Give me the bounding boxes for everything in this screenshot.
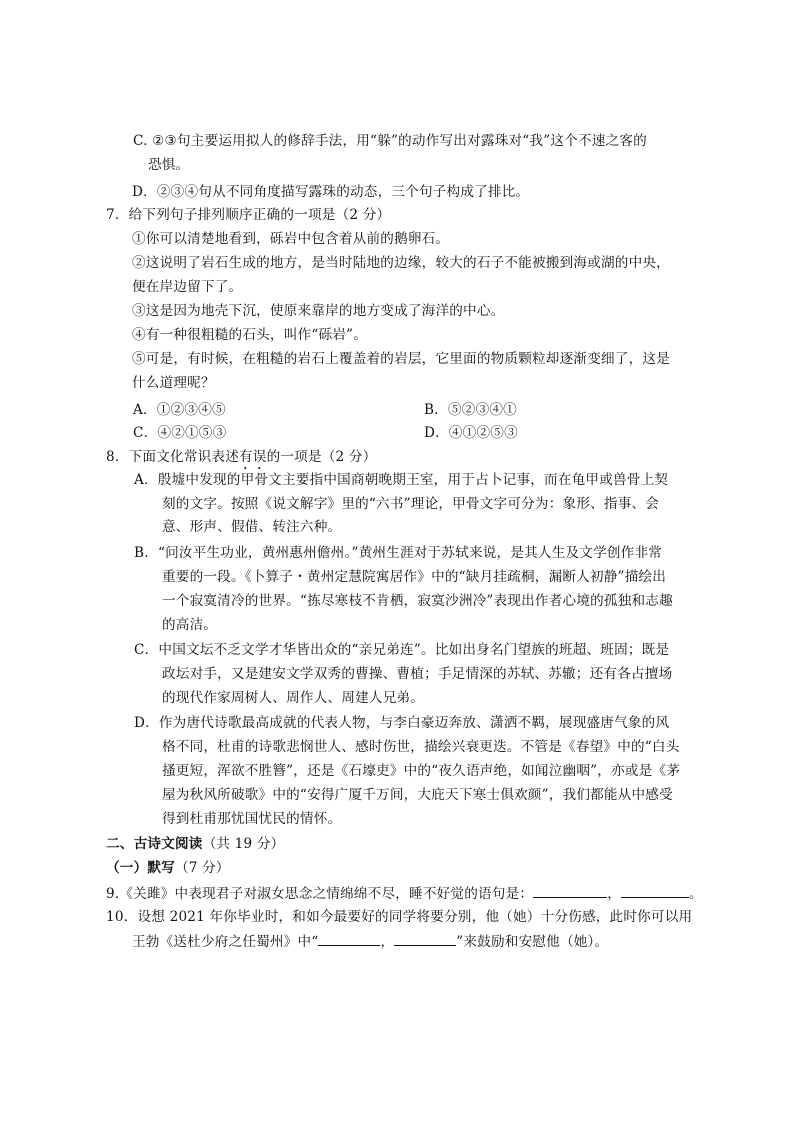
q8-stem-pre: 8．下面文化常识表述 [106,449,239,465]
q8-option-b: B．“问汝平生功业，黄州惠州儋州。”黄州生涯对于苏轼来说，是其人生及文学创作非常 [134,545,663,561]
q10-answer-blank-2[interactable] [394,931,456,946]
section-heading [106,834,284,854]
q7-sentence-2-cont: 便在岸边留下了。 [132,279,243,295]
q8-stem-post: 的一项是（2 分） [266,449,377,465]
q8-option-c-cont1: 政坛对手，又是建安文学双秀的曹操、曹植；手足情深的苏轼、苏辙；还有各占擅场 [162,666,673,682]
q7-option-a: A．①②③④⑤ [133,402,226,418]
subsection-score: （7 分） [174,860,230,876]
q8-option-b-cont2: 一个寂寞清冷的世界。“拣尽寒枝不肯栖，寂寞沙洲冷”表现出作者心境的孤独和志趣 [162,593,673,609]
q7-option-b: B．⑤②③④① [424,402,517,418]
q8-option-b-cont3: 的高洁。 [162,617,218,633]
q8-stem-emphasis: 有误 [239,449,267,465]
q10-prefix: 王勃《送杜少府之任蜀州》中“ [132,934,319,950]
subsection-title: （一）默写 [106,860,175,876]
subsection-heading [106,858,230,878]
q8-option-c: C．中国文坛不乏文学才华皆出众的“亲兄弟连”。比如出身名门望族的班超、班固；既是 [134,642,670,658]
q7-sentence-1: ①你可以清楚地看到，砾岩中包含着从前的鹅卵石。 [132,231,450,247]
q7-option-c: C．④②①⑤③ [133,425,227,441]
q8-option-b-cont1: 重要的一段。《卜算子・黄州定慧院寓居作》中的“缺月挂疏桐，漏断人初静”描绘出 [162,569,667,585]
section-title: 二、古诗文阅读 [106,836,203,852]
q9 [106,883,703,904]
q10-stem-cont [132,931,608,952]
q8-option-d-cont4: 得到杜甫那忧国忧民的情怀。 [162,811,342,827]
q7-sentence-2: ②这说明了岩石生成的地方，是当时陆地的边缘，较大的石子不能被搬到海或湖的中央， [132,255,670,271]
q9-stem: 9.《关雎》中表现君子对淑女思念之情绵绵不尽，睡不好觉的语句是： [106,886,534,902]
q9-comma: ， [607,886,621,902]
q7-sentence-5: ⑤可是，有时候，在粗糙的岩石上覆盖着的岩层，它里面的物质颗粒却逐渐变细了，这是 [132,351,670,367]
q7-sentence-5-cont: 什么道理呢？ [132,375,215,391]
q10-suffix: ”来鼓励和安慰他（她）。 [456,934,609,950]
section-score: （共 19 分） [202,836,285,852]
q8-option-d-cont1: 格不同，杜甫的诗歌悲悯世人、感时伤世，描绘兴衰更迭。不管是《春望》中的“白头 [162,739,680,755]
q7-option-d: D．④①②⑤③ [424,425,518,441]
q8-option-c-cont2: 的现代作家周树人、周作人、周建人兄弟。 [162,690,425,706]
q9-answer-blank-1[interactable] [533,883,607,898]
q8-option-d-cont3: 屋为秋风所破歌》中的“安得广厦千万间，大庇天下寒士俱欢颜”，我们都能从中感受 [162,787,673,803]
q6-option-c-cont: 恐惧。 [148,157,190,173]
q8-option-d: D．作为唐代诗歌最高成就的代表人物，与李白豪迈奔放、潇洒不羁，展现盛唐气象的风 [134,715,670,731]
q8-option-a-cont1: 刻的文字。按照《说文解字》里的“六书”理论，甲骨文字可分为：象形、指事、会 [162,496,660,512]
q7-stem: 7．给下列句子排列顺序正确的一项是（2 分） [106,207,391,223]
q7-sentence-4: ④有一种很粗糙的石头，叫作“砾岩”。 [132,327,367,343]
q8-option-d-cont2: 搔更短，浑欲不胜簪”，还是《石壕吏》中的“夜久语声绝，如闻泣幽咽”，亦或是《茅 [162,763,681,779]
q9-answer-blank-2[interactable] [621,883,689,898]
q6-option-d: D．②③④句从不同角度描写露珠的动态，三个句子构成了排比。 [132,184,530,200]
q8-option-a: A．殷墟中发现的甲骨文主要指中国商朝晚期王室，用于占卜记事，而在龟甲或兽骨上契 [134,472,669,488]
q7-sentence-3: ③这是因为地壳下沉，使原来靠岸的地方变成了海洋的中心。 [132,303,505,319]
q10-comma: ， [380,934,395,950]
q9-end: 。 [688,886,703,902]
q10-stem: 10．设想 2021 年你毕业时，和如今最要好的同学将要分别，他（她）十分伤感，此时你可以用 [106,909,693,925]
q8-option-a-cont2: 意、形声、假借、转注六种。 [162,519,342,535]
q10-answer-blank-1[interactable] [318,931,380,946]
q6-option-c: C. ②③句主要运用拟人的修辞手法，用“躲”的动作写出对露珠对“我”这个不速之客的 [133,133,647,149]
